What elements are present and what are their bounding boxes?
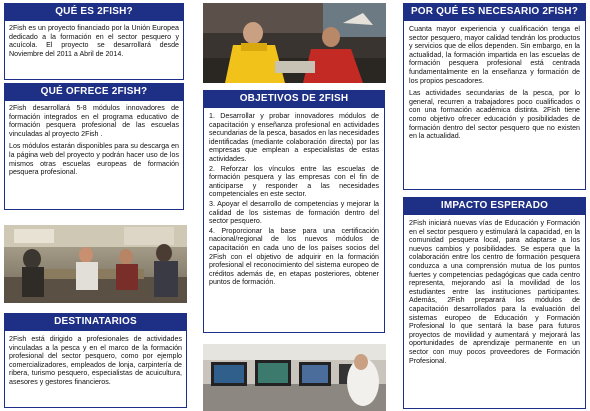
fishermen-photo [203,3,386,83]
por-que-heading: POR QUÉ ES NECESARIO 2FISH? [403,3,586,20]
objetivo-item-2: 2. Reforzar los vínculos entre las escuelas de formación pesquera y las empresas con el fin de anticiparse y responder a las necesidades competenciales en este sector. [209,164,379,199]
por-que-p1: Cuanta mayor experiencia y cualificación tenga el sector pesquero, mayor calidad tendrán los productos y servicios que de ellos dependen. Sin embargo, en la actualidad, la formación impartida en las escuelas de formación pesquera profesional está centrada fundamentalmente en la enseñanza y formación de los propios pescadores. [409,25,580,85]
que-es-heading: QUÉ ES 2FISH? [4,3,184,20]
objetivo-item-3: 3. Apoyar el desarrollo de competencias y mejorar la calidad de los sistemas de formación dentro del sector pesquero. [209,199,379,226]
fishermen-photo-illustration [203,3,386,83]
que-ofrece-p1: 2Fish desarrollará 5-8 módulos innovadores de formación integrados en el programa educativo de formación pesquera profesional de las escuelas vinculadas al proyecto 2Fish . [9,104,179,138]
destinatarios-box [4,330,187,408]
destinatarios-heading: DESTINATARIOS [4,313,187,330]
objetivo-item-1: 1. Desarrollar y probar innovadores módulos de capacitación y enseñanza profesional en actividades secundarias de la pesca, basados en las necesidades identificadas (mediante colaboración directa) por las empresas que emplean a especialistas de estas actividades. [209,112,379,163]
objetivos-box [203,107,385,333]
objetivos-heading: OBJETIVOS DE 2FISH [203,90,385,107]
objetivos-list [209,112,379,287]
que-ofrece-box [4,100,184,210]
bridge-photo [203,344,386,411]
impacto-text: 2Fish iniciará nuevas vías de Educación y Formación en el sector pesquero y estimulará la capacidad, en la comunidad pesquera local, para adaptarse a los nuevos cambios y posibilidades. Se espera que la colaboración entre los centro de formación pesquera conduzca a una comprensión mutua de los puntos fuertes y competencias pedagógicas que cada centro representa, mejorando así la movilidad de los estudiantes entre las instituciones participantes. Además, 2Fish preparará los módulos de capacitación desarrollados para la evaluación del sistemas europeo de Educación y Formación Profesional lo que sentará la base para futuros proyectos de movilidad y aumentará y mejorará las oportunidades de aprendizaje permanente en un sector con muy pocos proveedores de Formación Profesional. [409,219,580,365]
impacto-heading: IMPACTO ESPERADO [403,197,586,214]
que-es-box [4,20,184,80]
que-ofrece-heading: QUÉ OFRECE 2FISH? [4,83,184,100]
objetivo-item-4: 4. Proporcionar la base para una certificación nacional/regional de los nuevos módulos de capacitación en cada uno de los países socios del 2Fish con el objetivo de adquirir en la formación profesional el reconocimiento del sistema europeo de créditos además de, en etapas posteriores, obtener puntos de formación. [209,226,379,287]
que-ofrece-p2: Los módulos estarán disponibles para su descarga en la página web del proyecto y podrán hacer uso de los mismos otras escuelas europeas de formación pesquera profesional. [9,142,179,177]
impacto-box [403,214,586,409]
destinatarios-text: 2Fish está dirigido a profesionales de actividades vinculadas a la pesca y en el marco de la formación profesional del sector pesquero, como por ejemplo comercializadores, empleados de lonja, carpintería de ribera, turismo pesquero, especialistas de acuicultura, asesores y gestores financieros. [9,335,182,386]
por-que-p2: Las actividades secundarias de la pesca, por lo general, recurren a trabajadores poco cualificados o con una formación académica distinta. 2Fish tiene como objetivo ofrecer educación y posibilidades de formación dentro del sector pesquero que no existen en la actualidad. [409,89,580,141]
que-es-text: 2Fish es un proyecto financiado por la Unión Europea dedicado a la formación en el sector pesquero y acuícola. El proyecto se desarrollará desde Noviembre del 2011 a Abril de 2014. [9,24,179,58]
bridge-photo-illustration [203,344,386,411]
por-que-box [403,20,586,190]
workshop-photo-illustration [4,225,187,303]
workshop-photo [4,225,187,303]
